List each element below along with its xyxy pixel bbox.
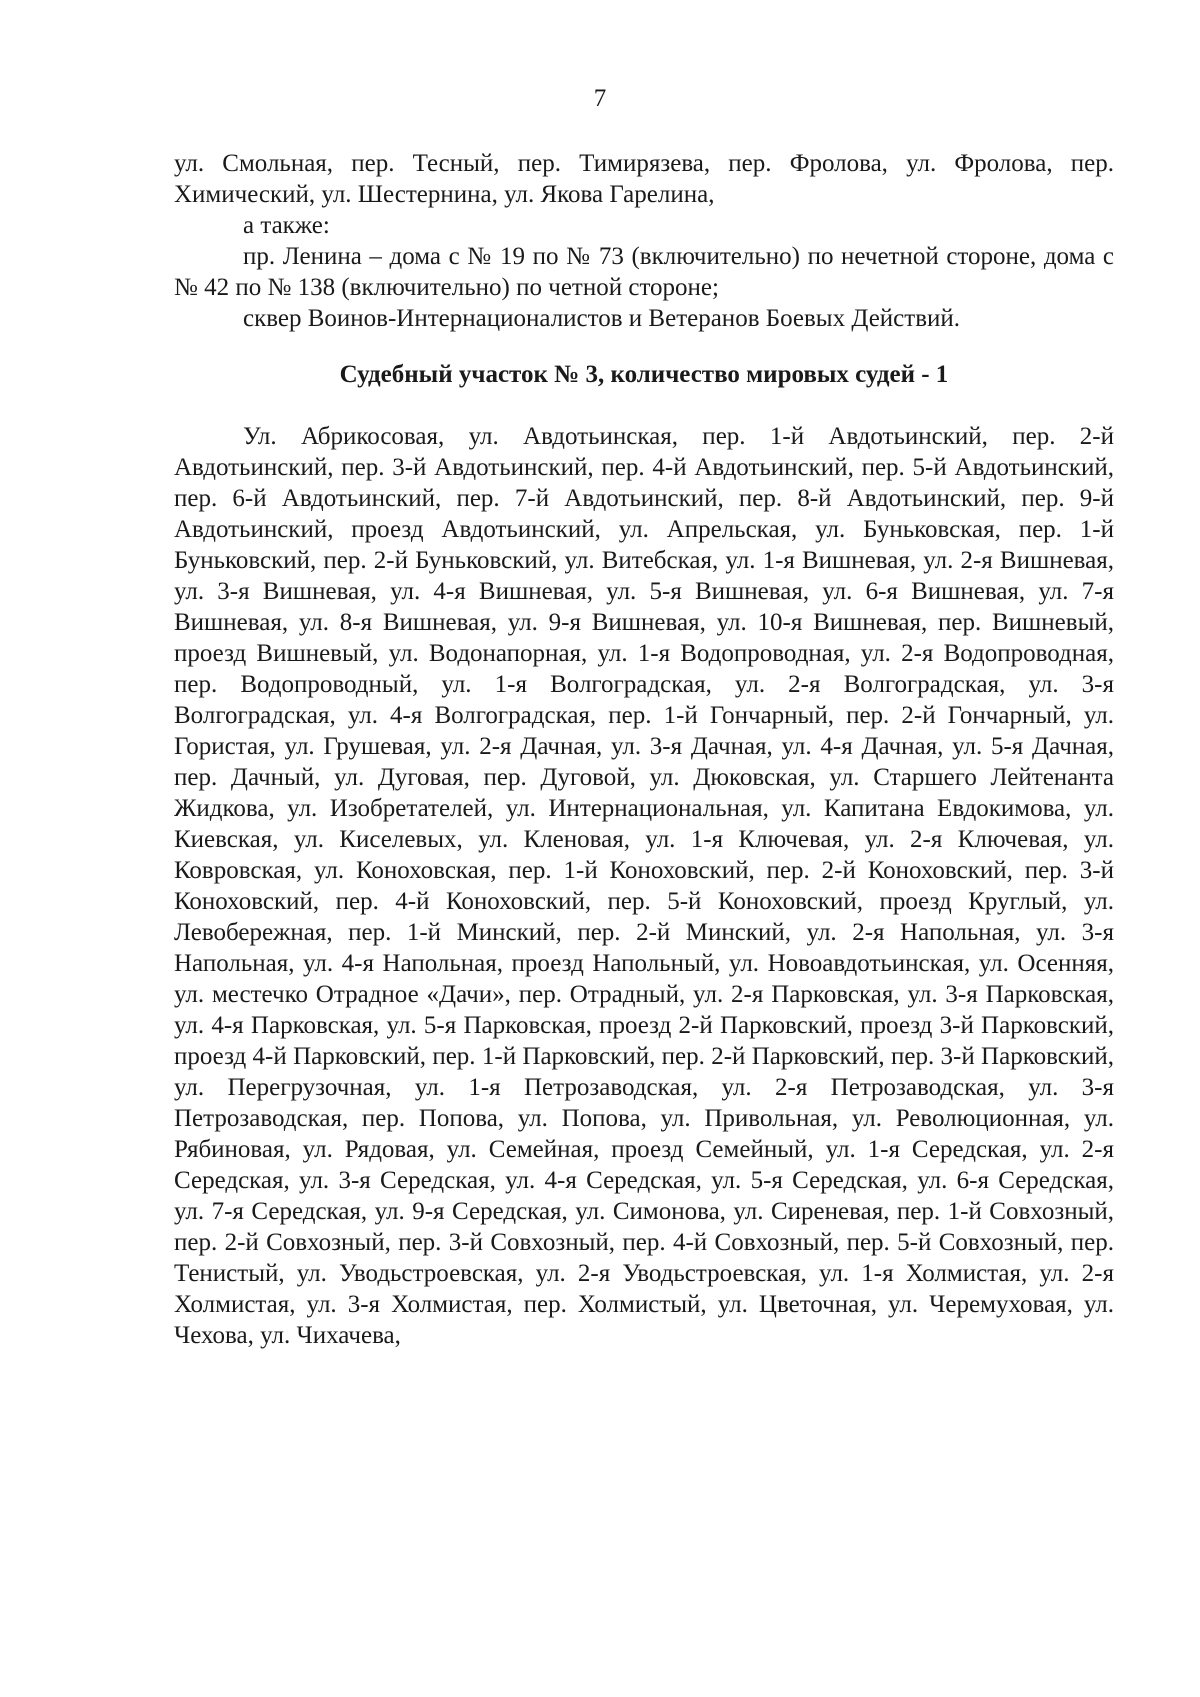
document-content [174,148,1114,1351]
section-body-paragraph: Ул. Абрикосовая, ул. Авдотьинская, пер. 1-й Авдотьинский, пер. 2-й Авдотьинский, пер. 3-й Авдотьинский, пер. 4-й Авдотьинский, пер. 5-й Авдотьинский, пер. 6-й Авдотьинский, пер. 7-й Авдотьинский, пер. 8-й Авдотьинский, пер. 9-й Авдотьинский, проезд Авдотьинский, ул. Апрельская, ул. Буньковская, пер. 1-й Буньковский, пер. 2-й Буньковский, ул. Витебская, ул. 1-я Вишневая, ул. 2-я Вишневая, ул. 3-я Вишневая, ул. 4-я Вишневая, ул. 5-я Вишневая, ул. 6-я Вишневая, ул. 7-я Вишневая, ул. 8-я Вишневая, ул. 9-я Вишневая, ул. 10-я Вишневая, пер. Вишневый, проезд Вишневый, ул. Водонапорная, ул. 1-я Водопроводная, ул. 2-я Водопроводная, пер. Водопроводный, ул. 1-я Волгоградская, ул. 2-я Волгоградская, ул. 3-я Волгоградская, ул. 4-я Волгоградская, пер. 1-й Гончарный, пер. 2-й Гончарный, ул. Гористая, ул. Грушевая, ул. 2-я Дачная, ул. 3-я Дачная, ул. 4-я Дачная, ул. 5-я Дачная, пер. Дачный, ул. Дуговая, пер. Дуговой, ул. Дюковская, ул. Старшего Лейтенанта Жидкова, ул. Изобретателей, ул. Интернациональная, ул. Капитана Евдокимова, ул. Киевская, ул. Киселевых, ул. Кленовая, ул. 1-я Ключевая, ул. 2-я Ключевая, ул. Ковровская, ул. Коноховская, пер. 1-й Коноховский, пер. 2-й Коноховский, пер. 3-й Коноховский, пер. 4-й Коноховский, пер. 5-й Коноховский, проезд Круглый, ул. Левобережная, пер. 1-й Минский, пер. 2-й Минский, ул. 2-я Напольная, ул. 3-я Напольная, ул. 4-я Напольная, проезд Напольный, ул. Новоавдотьинская, ул. Осенняя, ул. местечко Отрадное «Дачи», пер. Отрадный, ул. 2-я Парковская, ул. 3-я Парковская, ул. 4-я Парковская, ул. 5-я Парковская, проезд 2-й Парковский, проезд 3-й Парковский, проезд 4-й Парковский, пер. 1-й Парковский, пер. 2-й Парковский, пер. 3-й Парковский, ул. Перегрузочная, ул. 1-я Петрозаводская, ул. 2-я Петрозаводская, ул. 3-я Петрозаводская, пер. Попова, ул. Попова, ул. Привольная, ул. Революционная, ул. Рябиновая, ул. Рядовая, ул. Семейная, проезд Семейный, ул. 1-я Середская, ул. 2-я Середская, ул. 3-я Середская, ул. 4-я Середская, ул. 5-я Середская, ул. 6-я Середская, ул. 7-я Середская, ул. 9-я Середская, ул. Симонова, ул. Сиреневая, пер. 1-й Совхозный, пер. 2-й Совхозный, пер. 3-й Совхозный, пер. 4-й Совхозный, пер. 5-й Совхозный, пер. Тенистый, ул. Уводьстроевская, ул. 2-я Уводьстроевская, ул. 1-я Холмистая, ул. 2-я Холмистая, ул. 3-я Холмистая, пер. Холмистый, ул. Цветочная, ул. Черемуховая, ул. Чехова, ул. Чихачева, [174,423,1114,1349]
intro-paragraph-lenin-prospect: пр. Ленина – дома с № 19 по № 73 (включительно) по нечетной стороне, дома с № 42 по № 138 (включительно) по четной стороне; [174,243,1114,301]
section-heading: Судебный участок № 3, количество мировых судей - 1 [339,361,949,388]
page-number: 7 [593,85,607,112]
intro-paragraph-streets: ул. Смольная, пер. Тесный, пер. Тимирязева, пер. Фролова, ул. Фролова, пер. Химический, ул. Шестернина, ул. Якова Гарелина, [174,150,1114,208]
intro-paragraph-square: сквер Воинов-Интернационалистов и Ветеранов Боевых Действий. [243,305,961,332]
intro-paragraph-also: а также: [243,212,330,239]
